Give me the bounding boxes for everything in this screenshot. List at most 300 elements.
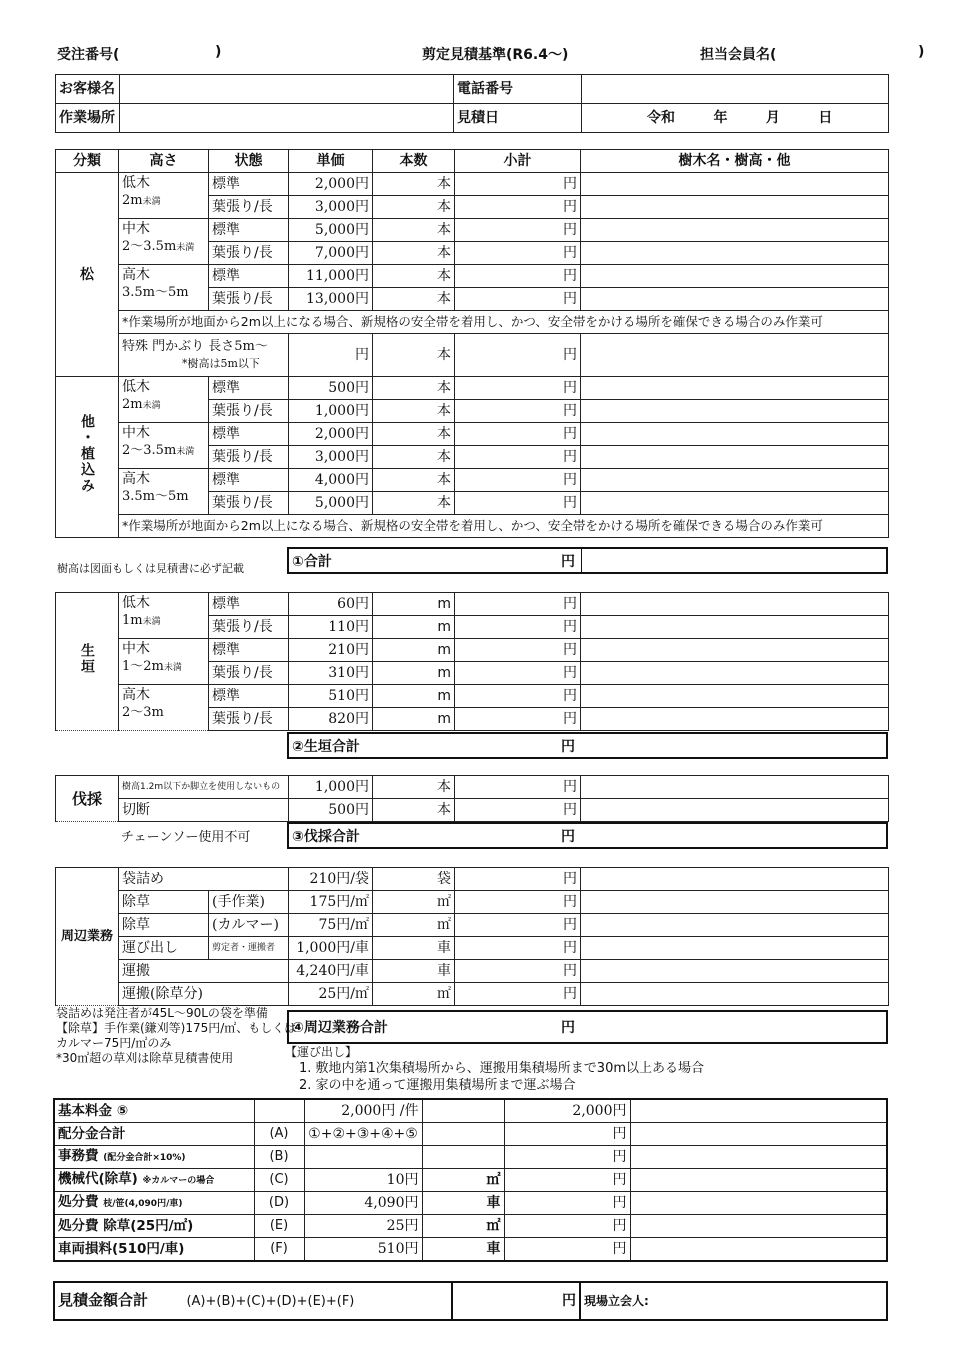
subtotal-cell[interactable]: 円	[455, 914, 581, 937]
hedge-note-cell[interactable]	[581, 708, 889, 731]
hedge-note-cell[interactable]	[581, 662, 889, 685]
unit-price-cell: 210円	[289, 639, 373, 662]
unit-price-cell: 500円	[289, 799, 373, 822]
staff-close: )	[918, 44, 925, 60]
height-label: 高木	[122, 687, 150, 703]
carry-out-note: 1. 敷地内第1次集積場所から、運搬用集積場所まで30m以上ある場合	[299, 1061, 705, 1076]
condition-cell: 標準	[209, 423, 289, 446]
price-row	[56, 639, 889, 662]
column-header: 本数	[373, 150, 455, 173]
column-header: 分類	[56, 150, 119, 173]
grand-total-label: 見積金額合計	[58, 1291, 149, 1309]
summary-label: 処分費	[58, 1194, 99, 1210]
work-site-label: 作業場所	[56, 104, 120, 133]
unit-price-cell: 60円	[289, 593, 373, 616]
total-2-box	[287, 732, 888, 759]
quantity-cell[interactable]: 本	[373, 173, 455, 196]
tree-name-cell[interactable]	[581, 400, 889, 423]
height-label: 中木	[122, 221, 150, 237]
height-cell	[119, 685, 209, 731]
summary-price-cell: 4,090円	[304, 1192, 422, 1215]
summary-label-detail: 枝/笹(4,090円/車)	[103, 1199, 183, 1209]
summary-label: 車両損料(510円/車)	[58, 1241, 185, 1257]
summary-row	[54, 1215, 887, 1238]
summary-note-cell[interactable]	[630, 1123, 887, 1146]
subtotal-cell[interactable]: 円	[455, 423, 581, 446]
tree-name-cell[interactable]	[581, 446, 889, 469]
summary-label: 事務費	[58, 1148, 99, 1164]
peripheral-notes	[56, 1006, 296, 1066]
condition-cell: 葉張り/長	[209, 446, 289, 469]
phone-field[interactable]	[582, 75, 889, 104]
subtotal-cell[interactable]: 円	[455, 799, 581, 822]
special-quantity-cell[interactable]: 本	[373, 334, 455, 377]
unit-price-cell: 1,000円/車	[289, 937, 373, 960]
summary-label: 機械代(除草)	[58, 1171, 138, 1187]
work-method-cell: 剪定者・運搬者	[209, 937, 289, 960]
summary-label-detail: ※カルマーの場合	[142, 1176, 215, 1186]
condition-cell: 標準	[209, 593, 289, 616]
subtotal-cell[interactable]: 円	[455, 662, 581, 685]
condition-cell: 葉張り/長	[209, 662, 289, 685]
summary-label-cell	[54, 1238, 254, 1262]
condition-cell: 葉張り/長	[209, 400, 289, 423]
summary-code-cell: (E)	[254, 1215, 304, 1238]
work-method-cell: (カルマー)	[209, 914, 289, 937]
day-label: 日	[818, 110, 833, 126]
summary-note-cell[interactable]	[630, 1215, 887, 1238]
summary-note-cell[interactable]	[630, 1238, 887, 1262]
peripheral-row	[56, 891, 889, 914]
peripheral-note: *30㎡超の草刈は除草見積書使用	[56, 1051, 234, 1065]
summary-unit-cell[interactable]: 車	[422, 1192, 504, 1215]
total-1-box	[287, 547, 888, 574]
summary-price-cell: 510円	[304, 1238, 422, 1262]
height-range: 2～3.5m	[122, 443, 177, 458]
unit-price-cell: 3,000円	[289, 446, 373, 469]
quantity-cell[interactable]: m	[373, 593, 455, 616]
category-cell	[56, 868, 119, 1006]
hedge-note-cell[interactable]	[581, 685, 889, 708]
column-header: 状態	[209, 150, 289, 173]
height-label: 低木	[122, 595, 150, 611]
peripheral-row	[56, 868, 889, 891]
hedge-note-cell[interactable]	[581, 639, 889, 662]
month-label: 月	[765, 110, 780, 126]
condition-cell: 標準	[209, 377, 289, 400]
peripheral-note-cell[interactable]	[581, 891, 889, 914]
quantity-cell[interactable]: 車	[373, 960, 455, 983]
condition-cell: 標準	[209, 265, 289, 288]
total-1-yen: 円	[561, 553, 575, 570]
summary-price-cell	[304, 1146, 422, 1169]
grand-total-yen[interactable]: 円	[452, 1282, 580, 1320]
subtotal-cell[interactable]: 円	[455, 446, 581, 469]
summary-subtotal-cell[interactable]: 2,000円	[504, 1099, 630, 1123]
quantity-cell[interactable]: 本	[373, 446, 455, 469]
condition-cell: 葉張り/長	[209, 196, 289, 219]
summary-code-cell	[254, 1099, 304, 1123]
special-line-2: *樹高は5m以下	[182, 357, 260, 370]
summary-row	[54, 1169, 887, 1192]
condition-cell: 葉張り/長	[209, 492, 289, 515]
chainsaw-note: チェーンソー使用不可	[121, 830, 251, 845]
felling-type-cell: 樹高1.2m以下か脚立を使用しないもの	[119, 776, 289, 799]
customer-name-field[interactable]	[120, 75, 454, 104]
peripheral-note-cell[interactable]	[581, 868, 889, 891]
summary-row	[54, 1123, 887, 1146]
quantity-cell[interactable]: 本	[373, 776, 455, 799]
total-3-yen: 円	[561, 828, 575, 845]
summary-unit-cell[interactable]: 車	[422, 1238, 504, 1262]
price-row	[56, 377, 889, 400]
summary-subtotal-cell[interactable]: 円	[504, 1169, 630, 1192]
summary-label-cell	[54, 1123, 254, 1146]
condition-cell: 葉張り/長	[209, 242, 289, 265]
height-range-suffix: 未満	[176, 447, 195, 457]
summary-price-cell: 2,000円 /件	[304, 1099, 422, 1123]
grand-total-label-cell	[54, 1282, 452, 1320]
summary-label-cell	[54, 1192, 254, 1215]
table-header-row	[56, 150, 889, 173]
column-header: 小計	[455, 150, 581, 173]
height-label: 中木	[122, 641, 150, 657]
subtotal-cell[interactable]: 円	[455, 685, 581, 708]
summary-row	[54, 1146, 887, 1169]
unit-price-cell: 25円/㎡	[289, 983, 373, 1006]
felling-type-cell: 切断	[119, 799, 289, 822]
summary-unit-cell[interactable]	[422, 1099, 504, 1123]
condition-cell: 葉張り/長	[209, 288, 289, 311]
subtotal-cell[interactable]: 円	[455, 288, 581, 311]
column-header: 単価	[289, 150, 373, 173]
height-range-suffix: 未満	[142, 197, 161, 207]
condition-cell: 標準	[209, 639, 289, 662]
tree-height-note: 樹高は図面もしくは見積書に必ず記載	[57, 562, 244, 575]
column-header: 高さ	[119, 150, 209, 173]
category-label: 周辺業務	[60, 928, 113, 944]
price-row	[56, 423, 889, 446]
peripheral-row	[56, 960, 889, 983]
total-3-label: ③伐採合計	[292, 828, 360, 845]
special-subtotal-cell[interactable]: 円	[455, 334, 581, 377]
work-type-cell: 除草	[119, 914, 209, 937]
summary-row	[54, 1099, 887, 1123]
felling-row	[56, 776, 889, 799]
summary-price-cell: 25円	[304, 1215, 422, 1238]
quantity-cell[interactable]: m	[373, 708, 455, 731]
total-4-yen: 円	[561, 1020, 575, 1036]
unit-price-cell: 2,000円	[289, 423, 373, 446]
quantity-cell[interactable]: 本	[373, 219, 455, 242]
summary-subtotal-cell[interactable]: 円	[504, 1215, 630, 1238]
height-range: 3.5m～5m	[122, 285, 189, 300]
summary-row	[54, 1238, 887, 1262]
quantity-cell[interactable]: 本	[373, 265, 455, 288]
work-type-cell: 運搬(除草分)	[119, 983, 289, 1006]
price-row	[56, 219, 889, 242]
subtotal-cell[interactable]: 円	[455, 196, 581, 219]
order-number-label: 受注番号(	[57, 47, 120, 63]
peripheral-note: 袋詰めは発注者が45L～90Lの袋を準備	[56, 1006, 268, 1020]
quantity-cell[interactable]: 本	[373, 377, 455, 400]
quantity-cell[interactable]: 車	[373, 937, 455, 960]
tree-name-cell[interactable]	[581, 265, 889, 288]
summary-label-cell	[54, 1146, 254, 1169]
unit-price-cell: 1,000円	[289, 776, 373, 799]
unit-price-cell: 11,000円	[289, 265, 373, 288]
quantity-cell[interactable]: 本	[373, 492, 455, 515]
summary-note-cell[interactable]	[630, 1146, 887, 1169]
tree-name-cell[interactable]	[581, 288, 889, 311]
felling-row	[56, 799, 889, 822]
price-row	[56, 685, 889, 708]
staff-label: 担当会員名(	[700, 47, 777, 63]
height-label: 高木	[122, 267, 150, 283]
summary-unit-cell[interactable]: ㎡	[422, 1215, 504, 1238]
work-type-cell: 除草	[119, 891, 209, 914]
category-cell	[56, 173, 119, 377]
work-type-cell: 袋詰め	[119, 868, 289, 891]
unit-price-cell: 13,000円	[289, 288, 373, 311]
subtotal-cell[interactable]: 円	[455, 708, 581, 731]
subtotal-cell[interactable]: 円	[455, 173, 581, 196]
pruning-table	[55, 149, 889, 538]
quantity-cell[interactable]: 本	[373, 469, 455, 492]
height-cell	[119, 377, 209, 423]
summary-code-cell: (D)	[254, 1192, 304, 1215]
unit-price-cell: 110円	[289, 616, 373, 639]
total-2-yen: 円	[561, 738, 575, 755]
tree-name-cell[interactable]	[581, 423, 889, 446]
height-range: 1m	[122, 613, 143, 628]
special-line-1: 特殊 門かぶり 長さ5m～	[122, 339, 268, 354]
quantity-cell[interactable]: ㎡	[373, 914, 455, 937]
total-1-label: ①合計	[292, 553, 332, 570]
subtotal-cell[interactable]: 円	[455, 937, 581, 960]
hedge-note-cell[interactable]	[581, 593, 889, 616]
category-cell	[56, 776, 119, 822]
subtotal-cell[interactable]: 円	[455, 492, 581, 515]
total-2-label: ②生垣合計	[292, 738, 360, 755]
quantity-cell[interactable]: m	[373, 616, 455, 639]
site-witness-field[interactable]: 現場立会人:	[580, 1282, 887, 1320]
height-range: 3.5m～5m	[122, 489, 189, 504]
height-cell	[119, 639, 209, 685]
subtotal-cell[interactable]: 円	[455, 983, 581, 1006]
quantity-cell[interactable]: m	[373, 639, 455, 662]
height-cell	[119, 469, 209, 515]
unit-price-cell: 5,000円	[289, 492, 373, 515]
quantity-cell[interactable]: m	[373, 662, 455, 685]
customer-table	[55, 74, 889, 133]
summary-subtotal-cell[interactable]: 円	[504, 1123, 630, 1146]
peripheral-note: カルマー75円/㎡のみ	[56, 1036, 172, 1050]
summary-label: 処分費 除草(25円/㎡)	[58, 1218, 194, 1234]
estimate-date-field[interactable]	[582, 104, 889, 133]
unit-price-cell: 510円	[289, 685, 373, 708]
height-range-suffix: 未満	[142, 401, 161, 411]
subtotal-cell[interactable]: 円	[455, 639, 581, 662]
height-range: 2m	[122, 193, 143, 208]
summary-subtotal-cell[interactable]: 円	[504, 1238, 630, 1262]
grand-total-table	[53, 1281, 888, 1321]
subtotal-cell[interactable]: 円	[455, 593, 581, 616]
quantity-cell[interactable]: 本	[373, 400, 455, 423]
unit-price-cell: 2,000円	[289, 173, 373, 196]
work-type-cell: 運搬	[119, 960, 289, 983]
special-cell	[119, 334, 289, 377]
height-cell	[119, 593, 209, 639]
tree-name-cell[interactable]	[581, 219, 889, 242]
subtotal-cell[interactable]: 円	[455, 776, 581, 799]
work-site-field[interactable]	[120, 104, 454, 133]
other-section	[56, 377, 889, 538]
height-range: 2～3.5m	[122, 239, 177, 254]
quantity-cell[interactable]: 袋	[373, 868, 455, 891]
summary-label-cell	[54, 1215, 254, 1238]
condition-cell: 標準	[209, 469, 289, 492]
tree-name-cell[interactable]	[581, 173, 889, 196]
order-number-close: )	[215, 44, 222, 60]
category-cell	[56, 377, 119, 538]
summary-note-cell[interactable]	[630, 1099, 887, 1123]
total-3-box	[287, 822, 888, 849]
subtotal-cell[interactable]: 円	[455, 469, 581, 492]
tree-name-cell[interactable]	[581, 492, 889, 515]
price-row	[56, 469, 889, 492]
summary-subtotal-cell[interactable]: 円	[504, 1192, 630, 1215]
peripheral-note-cell[interactable]	[581, 914, 889, 937]
peripheral-row	[56, 914, 889, 937]
carry-out-note: 2. 家の中を通って運搬用集積場所まで運ぶ場合	[299, 1078, 576, 1093]
subtotal-cell[interactable]: 円	[455, 400, 581, 423]
height-cell	[119, 423, 209, 469]
unit-price-cell: 4,000円	[289, 469, 373, 492]
quantity-cell[interactable]: m	[373, 685, 455, 708]
height-range: 1～2m	[122, 659, 164, 674]
felling-note-cell[interactable]	[581, 776, 889, 799]
felling-table	[55, 775, 889, 822]
work-type-cell: 運び出し	[119, 937, 209, 960]
height-label: 中木	[122, 425, 150, 441]
height-cell	[119, 219, 209, 265]
summary-code-cell: (B)	[254, 1146, 304, 1169]
quantity-cell[interactable]: ㎡	[373, 891, 455, 914]
estimate-date-label: 見積日	[454, 104, 582, 133]
quantity-cell[interactable]: 本	[373, 799, 455, 822]
category-label: 松	[80, 266, 94, 283]
summary-code-cell: (A)	[254, 1123, 304, 1146]
subtotal-cell[interactable]: 円	[455, 960, 581, 983]
tree-name-cell[interactable]	[581, 469, 889, 492]
subtotal-cell[interactable]: 円	[455, 377, 581, 400]
special-price-cell[interactable]: 円	[289, 334, 373, 377]
category-label: 伐採	[71, 789, 102, 808]
summary-unit-cell[interactable]	[422, 1123, 504, 1146]
peripheral-row	[56, 937, 889, 960]
subtotal-cell[interactable]: 円	[455, 868, 581, 891]
tree-name-cell[interactable]	[581, 242, 889, 265]
column-header: 樹木名・樹高・他	[581, 150, 889, 173]
grand-total-formula: (A)+(B)+(C)+(D)+(E)+(F)	[186, 1294, 355, 1309]
summary-unit-cell[interactable]: ㎡	[422, 1169, 504, 1192]
subtotal-cell[interactable]: 円	[455, 616, 581, 639]
tree-name-cell[interactable]	[581, 196, 889, 219]
quantity-cell[interactable]: 本	[373, 242, 455, 265]
unit-price-cell: 3,000円	[289, 196, 373, 219]
height-cell	[119, 265, 209, 311]
summary-note-cell[interactable]	[630, 1192, 887, 1215]
pine-section	[56, 173, 889, 377]
peripheral-note: 【除草】手作業(鎌刈等)175円/㎡、もしくは	[56, 1021, 297, 1035]
summary-subtotal-cell[interactable]: 円	[504, 1146, 630, 1169]
summary-note-cell[interactable]	[630, 1169, 887, 1192]
condition-cell: 葉張り/長	[209, 708, 289, 731]
quantity-cell[interactable]: ㎡	[373, 983, 455, 1006]
unit-price-cell: 7,000円	[289, 242, 373, 265]
hedge-note-cell[interactable]	[581, 616, 889, 639]
condition-cell: 標準	[209, 173, 289, 196]
felling-note-cell[interactable]	[581, 799, 889, 822]
summary-label-cell	[54, 1099, 254, 1123]
subtotal-cell[interactable]: 円	[455, 265, 581, 288]
quantity-cell[interactable]: 本	[373, 196, 455, 219]
tree-name-cell[interactable]	[581, 334, 889, 377]
unit-price-cell: 210円/袋	[289, 868, 373, 891]
height-label: 低木	[122, 175, 150, 191]
peripheral-row	[56, 983, 889, 1006]
total-4-box	[287, 1010, 888, 1044]
summary-label: 配分金合計	[58, 1126, 126, 1142]
peripheral-note-cell[interactable]	[581, 960, 889, 983]
form-title: 剪定見積基準(R6.4～)	[422, 47, 569, 63]
unit-price-cell: 1,000円	[289, 400, 373, 423]
subtotal-cell[interactable]: 円	[455, 242, 581, 265]
height-range-suffix: 未満	[176, 243, 195, 253]
price-row	[56, 593, 889, 616]
unit-price-cell: 500円	[289, 377, 373, 400]
unit-price-cell: 175円/㎡	[289, 891, 373, 914]
tree-name-cell[interactable]	[581, 377, 889, 400]
price-row	[56, 173, 889, 196]
height-range-suffix: 未満	[142, 617, 161, 627]
summary-label-detail: (配分金合計×10%)	[103, 1153, 186, 1163]
year-label: 年	[713, 110, 728, 126]
unit-price-cell: 75円/㎡	[289, 914, 373, 937]
condition-cell: 標準	[209, 219, 289, 242]
height-label: 低木	[122, 379, 150, 395]
category-cell	[56, 593, 119, 731]
subtotal-cell[interactable]: 円	[455, 891, 581, 914]
subtotal-cell[interactable]: 円	[455, 219, 581, 242]
summary-code-cell: (F)	[254, 1238, 304, 1262]
quantity-cell[interactable]: 本	[373, 288, 455, 311]
summary-label: 基本料金 ⑤	[58, 1103, 129, 1119]
work-method-cell: (手作業)	[209, 891, 289, 914]
summary-table	[53, 1098, 888, 1262]
summary-row	[54, 1192, 887, 1215]
unit-price-cell: 4,240円/車	[289, 960, 373, 983]
peripheral-note-cell[interactable]	[581, 983, 889, 1006]
era-label: 令和	[647, 110, 675, 126]
summary-unit-cell[interactable]	[422, 1146, 504, 1169]
peripheral-note-cell[interactable]	[581, 937, 889, 960]
unit-price-cell: 310円	[289, 662, 373, 685]
height-range: 2m	[122, 397, 143, 412]
quantity-cell[interactable]: 本	[373, 423, 455, 446]
carry-out-notes	[285, 1045, 704, 1094]
